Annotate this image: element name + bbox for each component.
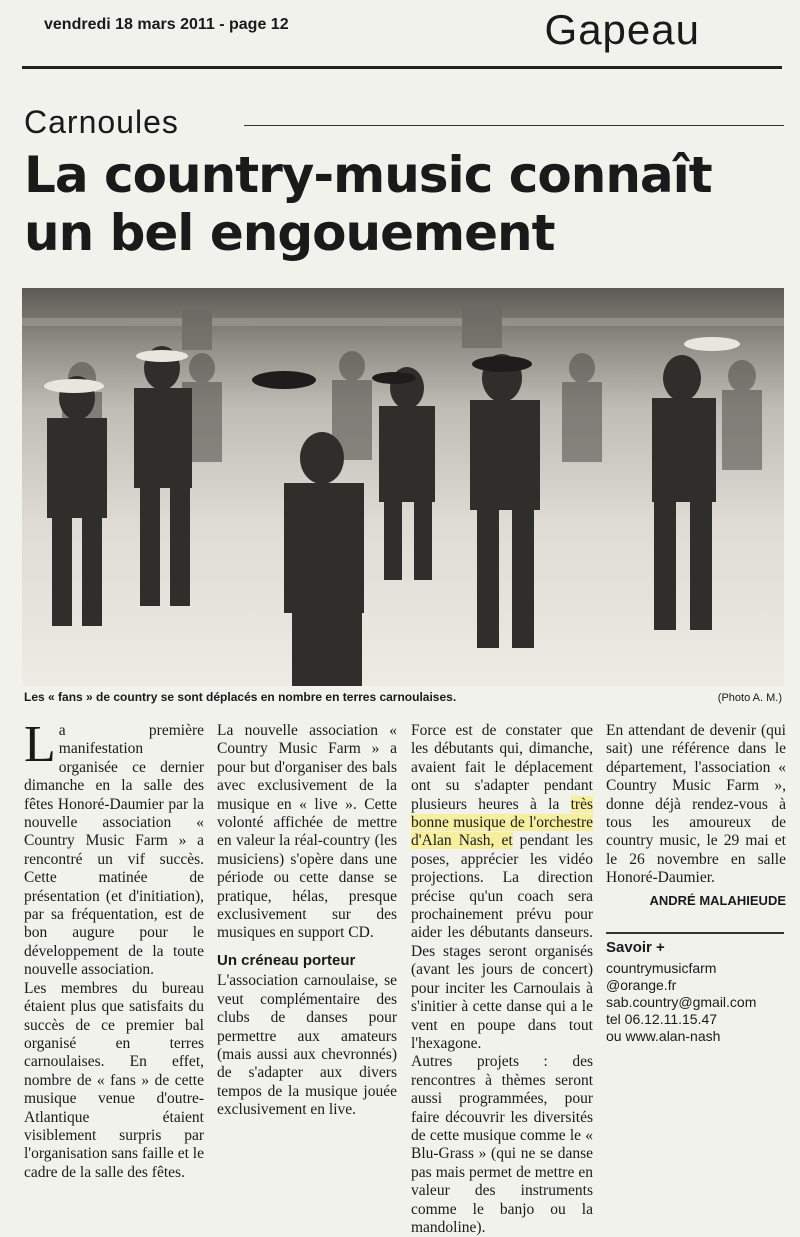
section-title: Gapeau <box>544 6 700 53</box>
paragraph-5 <box>411 722 593 1053</box>
paragraph-7: En attendant de devenir (qui sait) une référence dans le département, l'association « Country Music Farm », donne déjà rendez-vous à tous les amoureux de country music, le 29 mai et le 26 novembre en salle Honoré-Daumier. <box>606 722 786 887</box>
article-column-1 <box>24 716 204 1182</box>
headline: La country-music connaît un bel engouement <box>24 146 712 262</box>
photo-credit: (Photo A. M.) <box>717 692 782 704</box>
info-line: ou www.alan-nash <box>606 1028 721 1045</box>
info-line: tel 06.12.11.15.47 <box>606 1011 718 1028</box>
photo-illustration <box>22 288 784 686</box>
paragraph-3: La nouvelle association « Country Music Farm » a pour but d'organiser des bals avec exclusivement de la musique en « live ». Cette volonté affichée de mettre en valeur la réal-country (les musiciens) s'opère dans une période ou cette danse se pratique, hélas, presque exclusivement sur des musiques en support CD. <box>217 722 397 942</box>
article-column-3 <box>411 722 593 1237</box>
paragraph-1 <box>24 716 204 980</box>
subheading: Un créneau porteur <box>217 951 356 969</box>
paragraph-6: Autres projets : des rencontres à thèmes seront aussi programmées, pour faire découvrir les diversités de cette musique comme le « Blu-Grass » (qui ne se danse pas mais permet de mettre en valeur des instruments comme le banjo ou la mandoline). <box>411 1053 593 1236</box>
info-line: countrymusicfarm <box>606 960 717 977</box>
info-box-title: Savoir + <box>606 939 665 957</box>
drop-cap: L <box>24 716 56 773</box>
article-column-2 <box>217 722 397 1120</box>
kicker-rule <box>244 125 784 126</box>
paragraph-5-start: Force est de constater que les débutants qui, dimanche, avaient fait le déplacement ont su s'adapter pendant plusieurs heures à la <box>411 722 593 813</box>
header-rule <box>22 66 782 69</box>
paragraph-4: L'association carnoulaise, se veut complémentaire des clubs de danses pour permettre aux amateurs (mais aussi aux chevronnés) de s'adapter aux divers tempos de la musique jouée exclusivement en live. <box>217 972 397 1119</box>
paragraph-1-text: a première manifestation organisée ce dernier dimanche en la salle des fêtes Honoré-Daumier par la nouvelle association « Country Music Farm » a rencontré un vif succès. Cette matinée de présentation (et d'initiation), par sa fréquentation, est de bon augure pour le développement de la toute nouvelle association. <box>24 722 204 979</box>
paragraph-5-end: pendant les poses, apprécier les vidéo projections. La direction précise qu'un coach sera prochainement prévu pour aider les débutants danseurs. Des stages seront organisés (avant les jours de concert) pour inciter les Carnoulais à s'initier à cette danse qui a le vent en poupe dans tout l'hexagone. <box>411 832 593 1052</box>
paragraph-2: Les membres du bureau étaient plus que satisfaits du succès de ce premier bal organisé en terres carnoulaises. En effet, nombre de « fans » de cette musique venue d'outre-Atlantique étaient visiblement surpris par l'organisation sans faille et le cadre de la salle des fêtes. <box>24 979 204 1181</box>
header-date: vendredi 18 mars 2011 - page 12 <box>44 16 289 33</box>
author-signature: ANDRÉ MALAHIEUDE <box>649 892 786 908</box>
kicker-location: Carnoules <box>24 104 179 140</box>
info-line: @orange.fr <box>606 977 677 994</box>
photo-caption: Les « fans » de country se sont déplacés en nombre en terres carnoulaises. <box>24 690 457 704</box>
article-photo <box>22 288 784 686</box>
highlighted-text: très bonne musique de l'orchestre d'Alan Nash, et <box>411 795 593 850</box>
info-box-rule <box>606 932 784 934</box>
info-line: sab.country@gmail.com <box>606 994 757 1011</box>
article-column-4 <box>606 722 786 1045</box>
